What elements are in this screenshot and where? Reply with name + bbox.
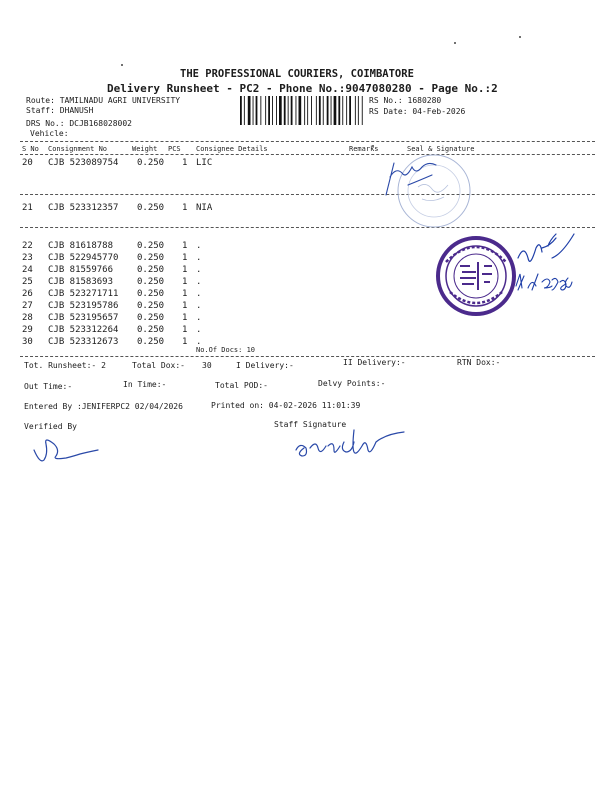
rtn-dox: RTN Dox:-	[457, 358, 501, 367]
barcode-bar	[319, 96, 321, 125]
row-pcs: 1	[182, 277, 188, 287]
row-weight: 0.250	[137, 289, 165, 299]
row-pcs: 1	[182, 289, 188, 299]
row-weight: 0.250	[137, 241, 165, 251]
separator-line	[20, 141, 595, 142]
barcode-bar	[311, 96, 312, 125]
barcode-bar	[265, 96, 266, 125]
row-consignee: .	[196, 313, 202, 323]
barcode-bar	[268, 96, 270, 125]
row-weight: 0.250	[137, 203, 165, 213]
staff-label: Staff: DHANUSH	[26, 106, 94, 115]
row-sno: 27	[22, 301, 33, 311]
row-sno: 28	[22, 313, 33, 323]
scan-speck	[121, 64, 123, 66]
barcode-bar	[355, 96, 356, 125]
i-delivery: I Delivery:-	[236, 361, 294, 370]
barcode-bar	[276, 96, 277, 125]
company-seal-image	[432, 232, 520, 320]
col-consignment: Consignment No	[48, 145, 108, 153]
row-pcs: 1	[182, 241, 188, 251]
col-remarks: Remarks	[349, 145, 379, 153]
barcode-bar	[284, 96, 286, 125]
row-sno: 25	[22, 277, 33, 287]
separator-line	[20, 194, 595, 195]
barcode-bar	[323, 96, 324, 125]
barcode-bar	[331, 96, 332, 125]
staff-signature-label: Staff Signature	[274, 420, 347, 429]
barcode-bar	[288, 96, 289, 125]
vehicle-label: Vehicle:	[30, 129, 69, 138]
row-weight: 0.250	[137, 265, 165, 275]
in-time: In Time:-	[123, 380, 167, 389]
table-row	[0, 203, 600, 215]
barcode-bar	[349, 96, 351, 125]
row-sno: 29	[22, 325, 33, 335]
printed-on: Printed on: 04-02-2026 11:01:39	[211, 401, 361, 410]
row-sno: 20	[22, 158, 33, 168]
barcode-bar	[244, 96, 245, 125]
row-consignee: .	[196, 301, 202, 311]
row-consignee: .	[196, 325, 202, 335]
row-pcs: 1	[182, 265, 188, 275]
col-weight: Weight	[132, 145, 158, 153]
staff-signature-image	[292, 424, 412, 464]
col-consignee: Consignee Details	[196, 145, 268, 153]
row-consignee: .	[196, 289, 202, 299]
table-row	[0, 158, 600, 170]
separator-line	[20, 227, 595, 228]
row-consignment-no: CJB 81583693	[48, 277, 114, 287]
row-weight: 0.250	[137, 277, 165, 287]
row-consignee: .	[196, 277, 202, 287]
entered-by: Entered By :JENIFERPC2 02/04/2026	[24, 402, 183, 411]
row-weight: 0.250	[137, 325, 165, 335]
barcode-bar	[296, 96, 297, 125]
route-label: Route: TAMILNADU AGRI UNIVERSITY	[26, 96, 181, 105]
barcode-bar	[256, 96, 258, 125]
barcode-bar	[279, 96, 282, 125]
barcode-bar	[327, 96, 329, 125]
row-consignee: .	[196, 253, 202, 263]
row-consignee: LIC	[196, 158, 213, 168]
barcode-bar	[272, 96, 273, 125]
row-weight: 0.250	[137, 337, 165, 347]
barcode-bar	[316, 96, 317, 125]
table-row	[0, 325, 600, 337]
row-sno: 23	[22, 253, 33, 263]
barcode-bar	[304, 96, 305, 125]
company-title: THE PROFESSIONAL COURIERS, COIMBATORE	[180, 68, 414, 80]
row-pcs: 1	[182, 325, 188, 335]
row-weight: 0.250	[137, 313, 165, 323]
barcode-bar	[299, 96, 302, 125]
barcode-bar	[248, 96, 251, 125]
barcode-bar	[240, 96, 242, 125]
no-of-docs: No.Of Docs: 10	[196, 346, 256, 354]
barcode-bar	[291, 96, 293, 125]
scan-speck	[519, 36, 521, 38]
row-consignment-no: CJB 523271711	[48, 289, 119, 299]
row-consignee: .	[196, 241, 202, 251]
row-pcs: 1	[182, 253, 188, 263]
row-consignment-no: CJB 81559766	[48, 265, 114, 275]
scan-speck	[454, 42, 456, 44]
barcode-bar	[358, 96, 359, 125]
handwritten-date-signature-image	[512, 228, 584, 308]
row-sno: 24	[22, 265, 33, 275]
row-weight: 0.250	[137, 253, 165, 263]
barcode-bar	[346, 96, 347, 125]
total-pod: Total POD:-	[215, 381, 268, 390]
row-pcs: 1	[182, 158, 188, 168]
total-dox-value: 30	[202, 361, 212, 370]
row-consignment-no: CJB 523312357	[48, 203, 119, 213]
row-consignment-no: CJB 523312673	[48, 337, 119, 347]
table-row	[0, 337, 600, 349]
barcode-bar	[307, 96, 308, 125]
col-seal: Seal & Signature	[407, 145, 475, 153]
barcode-bar	[338, 96, 340, 125]
verified-signature-image	[30, 430, 102, 470]
row-consignee: NIA	[196, 203, 213, 213]
row-consignment-no: CJB 81618788	[48, 241, 114, 251]
row-sno: 26	[22, 289, 33, 299]
row-sno: 21	[22, 203, 33, 213]
row-consignment-no: CJB 523312264	[48, 325, 119, 335]
barcode-bar	[334, 96, 337, 125]
runsheet-subtitle: Delivery Runsheet - PC2 - Phone No.:9047080280 - Page No.:2	[107, 82, 498, 95]
rs-date: RS Date: 04-Feb-2026	[369, 107, 466, 116]
row-consignment-no: CJB 523195657	[48, 313, 119, 323]
out-time: Out Time:-	[24, 382, 73, 391]
row-consignee: .	[196, 265, 202, 275]
row-weight: 0.250	[137, 301, 165, 311]
col-pcs: PCS	[168, 145, 181, 153]
rs-number: RS No.: 1680280	[369, 96, 442, 105]
drs-number: DRS No.: DCJB168028002	[26, 119, 132, 128]
barcode-bar	[342, 96, 343, 125]
barcode-bar	[253, 96, 254, 125]
row-pcs: 1	[182, 313, 188, 323]
separator-line	[20, 154, 595, 155]
row-consignee: .	[196, 337, 202, 347]
total-dox-label: Total Dox:-	[132, 361, 185, 370]
delvy-points: Delvy Points:-	[318, 379, 386, 388]
separator-line	[20, 356, 595, 357]
tot-runsheet: Tot. Runsheet:- 2	[24, 361, 106, 370]
barcode-bar	[260, 96, 261, 125]
ii-delivery: II Delivery:-	[343, 358, 406, 367]
row-sno: 30	[22, 337, 33, 347]
row-sno: 22	[22, 241, 33, 251]
row-pcs: 1	[182, 301, 188, 311]
barcode-image	[240, 96, 366, 125]
barcode-bar	[362, 96, 363, 125]
col-sno: S No	[22, 145, 39, 153]
handwritten-initials-image	[380, 155, 452, 203]
verified-by: Verified By	[24, 422, 77, 431]
row-weight: 0.250	[137, 158, 165, 168]
row-consignment-no: CJB 523089754	[48, 158, 119, 168]
row-pcs: 1	[182, 203, 188, 213]
row-pcs: 1	[182, 337, 188, 347]
row-consignment-no: CJB 522945770	[48, 253, 119, 263]
row-consignment-no: CJB 523195786	[48, 301, 119, 311]
